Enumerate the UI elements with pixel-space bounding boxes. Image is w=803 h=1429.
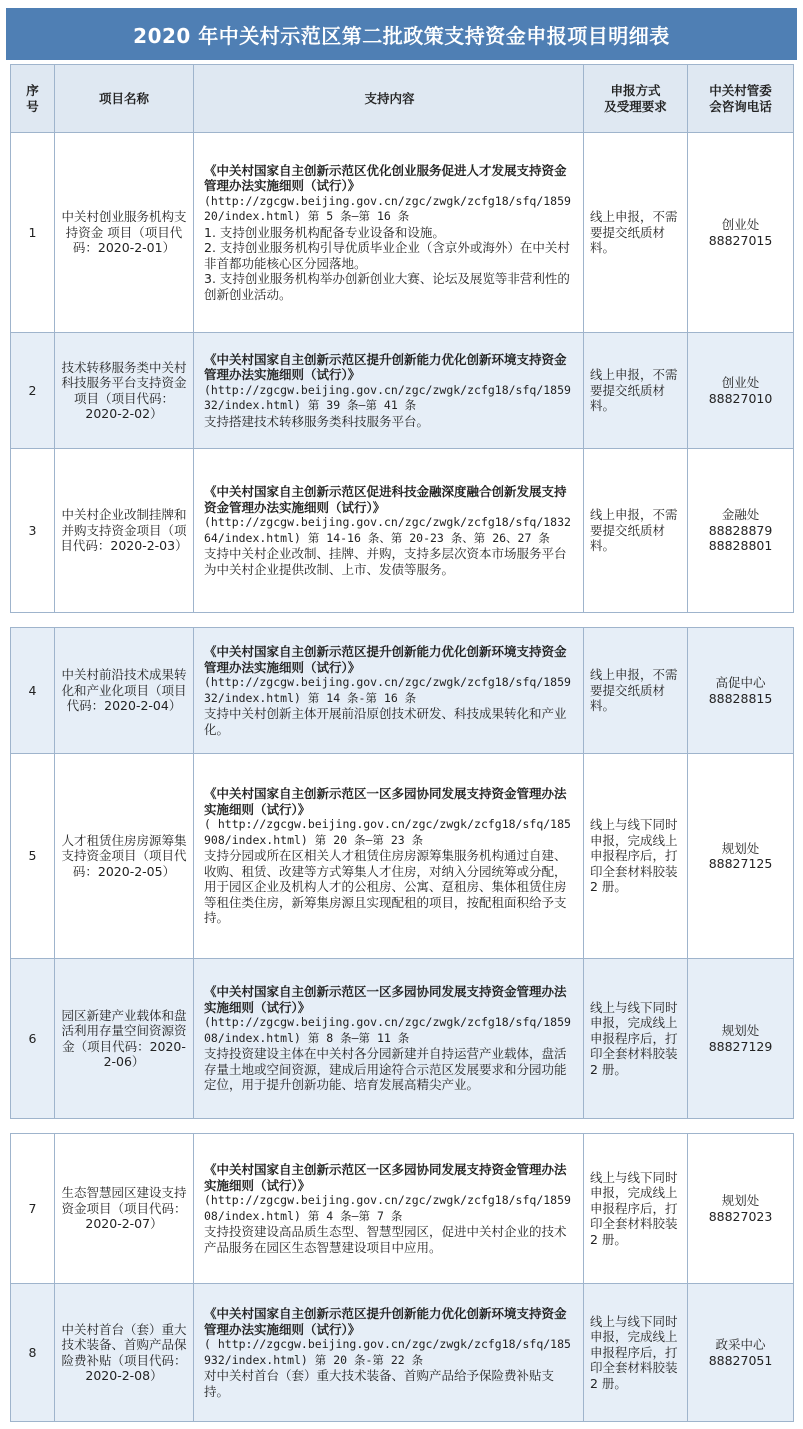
- support-content: [194, 1284, 584, 1422]
- policy-link[interactable]: ( http://zgcgw.beijing.gov.cn/zgc/zwgk/zcfg18/sfq/185908/index.html) 第 20 条—第 23 条: [204, 817, 571, 847]
- support-content: [194, 959, 584, 1119]
- header-no: 序 号: [11, 65, 55, 133]
- support-content: [194, 333, 584, 449]
- row-number: 7: [11, 1134, 55, 1284]
- department-name: 创业处: [721, 217, 760, 232]
- support-description: 1. 支持创业服务机构配备专业设备和设施。: [204, 224, 445, 240]
- policy-document-title: 《中关村国家自主创新示范区一区多园协同发展支持资金管理办法实施细则（试行）》: [204, 786, 567, 817]
- support-description: 支持中关村创新主体开展前沿原创技术研发、科技成果转化和产业化。: [204, 706, 567, 737]
- phone-number: 88827023: [708, 1208, 773, 1224]
- support-content: [194, 449, 584, 613]
- policy-link[interactable]: (http://zgcgw.beijing.gov.cn/zgc/zwgk/zcfg18/sfq/185920/index.html) 第 5 条—第 16 条: [204, 193, 571, 224]
- support-description: 支持投资建设主体在中关村各分园新建并自持运营产业载体，盘活存量土地或空间资源，建成后用途符合示范区发展要求和分园功能定位，用于提升创新功能、培育发展高精尖产业。: [204, 1046, 567, 1093]
- policy-document-title: 《中关村国家自主创新示范区提升创新能力优化创新环境支持资金管理办法实施细则（试行）》: [204, 1306, 567, 1337]
- phone-number: 88828879: [708, 522, 773, 538]
- contact-phone: [688, 754, 794, 959]
- policy-document-title: 《中关村国家自主创新示范区一区多园协同发展支持资金管理办法实施细则（试行）》: [204, 984, 567, 1015]
- table-title: 2020 年中关村示范区第二批政策支持资金申报项目明细表: [6, 8, 797, 60]
- application-method: 线上申报，不需要提交纸质材料。: [584, 449, 688, 613]
- policy-link[interactable]: ( http://zgcgw.beijing.gov.cn/zgc/zwgk/zcfg18/sfq/185932/index.html) 第 20 条-第 22 条: [204, 1337, 571, 1367]
- support-description: 2. 支持创业服务机构引导优质毕业企业（含京外或海外）在中关村非首都功能核心区分园落地。: [204, 240, 570, 271]
- policy-link[interactable]: (http://zgcgw.beijing.gov.cn/zgc/zwgk/zcfg18/sfq/185908/index.html) 第 4 条—第 7 条: [204, 1193, 571, 1223]
- department-name: 创业处: [721, 375, 760, 390]
- policy-table-part-3: [10, 1133, 794, 1422]
- phone-number: 88827129: [708, 1038, 773, 1054]
- project-name: 中关村前沿技术成果转化和产业化项目（项目代码：2020-2-04）: [55, 628, 194, 754]
- support-content: [194, 1134, 584, 1284]
- department-name: 规划处: [721, 840, 760, 856]
- project-name: 生态智慧园区建设支持资金项目（项目代码：2020-2-07）: [55, 1134, 194, 1284]
- header-row: [11, 65, 794, 133]
- project-name: 人才租赁住房房源筹集支持资金项目（项目代码：2020-2-05）: [55, 754, 194, 959]
- support-content: [194, 628, 584, 754]
- policy-link[interactable]: (http://zgcgw.beijing.gov.cn/zgc/zwgk/zcfg18/sfq/183264/index.html) 第 14-16 条、第 20-23 条、第 26、27 条: [204, 515, 571, 545]
- contact-phone: [688, 133, 794, 333]
- support-description: 支持中关村企业改制、挂牌、并购，支持多层次资本市场服务平台为中关村企业提供改制、上市、发债等服务。: [204, 546, 567, 577]
- department-name: 高促中心: [715, 675, 766, 690]
- application-method: 线上与线下同时申报，完成线上申报程序后，打印全套材料胶装 2 册。: [584, 1284, 688, 1422]
- support-description: 支持搭建技术转移服务类科技服务平台。: [204, 413, 430, 429]
- header-name: 项目名称: [55, 65, 194, 133]
- table-row: [11, 754, 794, 959]
- department-name: 规划处: [721, 1193, 760, 1208]
- phone-number: 88827051: [708, 1352, 773, 1368]
- support-description: 3. 支持创业服务机构举办创新创业大赛、论坛及展览等非营利性的创新创业活动。: [204, 271, 570, 302]
- table-row: [11, 1284, 794, 1422]
- policy-document-title: 《中关村国家自主创新示范区优化创业服务促进人才发展支持资金管理办法实施细则（试行）》: [204, 162, 567, 194]
- policy-document-title: 《中关村国家自主创新示范区提升创新能力优化创新环境支持资金管理办法实施细则（试行）》: [204, 351, 567, 383]
- row-number: 8: [11, 1284, 55, 1422]
- row-number: 2: [11, 333, 55, 449]
- table-row: [11, 133, 794, 333]
- policy-table-part-2: [10, 627, 794, 1119]
- contact-phone: [688, 628, 794, 754]
- table-row: [11, 449, 794, 613]
- contact-phone: [688, 449, 794, 613]
- row-number: 6: [11, 959, 55, 1119]
- header-method: 申报方式 及受理要求: [584, 65, 688, 133]
- contact-phone: [688, 333, 794, 449]
- department-name: 规划处: [721, 1023, 760, 1038]
- policy-document-title: 《中关村国家自主创新示范区提升创新能力优化创新环境支持资金管理办法实施细则（试行）》: [204, 644, 567, 675]
- header-content: 支持内容: [194, 65, 584, 133]
- row-number: 5: [11, 754, 55, 959]
- application-method: 线上申报，不需要提交纸质材料。: [584, 133, 688, 333]
- phone-number: 88827015: [708, 232, 773, 248]
- project-name: 中关村创业服务机构支持资金 项目（项目代码：2020-2-01）: [55, 133, 194, 333]
- application-method: 线上与线下同时申报，完成线上申报程序后，打印全套材料胶装 2 册。: [584, 754, 688, 959]
- application-method: 线上与线下同时申报，完成线上申报程序后，打印全套材料胶装 2 册。: [584, 959, 688, 1119]
- policy-link[interactable]: (http://zgcgw.beijing.gov.cn/zgc/zwgk/zcfg18/sfq/185932/index.html) 第 14 条-第 16 条: [204, 675, 571, 705]
- row-number: 4: [11, 628, 55, 754]
- table-row: [11, 959, 794, 1119]
- header-phone: 中关村管委 会咨询电话: [688, 65, 794, 133]
- project-name: 中关村首台（套）重大技术装备、首购产品保险费补贴（项目代码：2020-2-08）: [55, 1284, 194, 1422]
- department-name: 金融处: [721, 507, 760, 523]
- table-row: [11, 628, 794, 754]
- contact-phone: [688, 1134, 794, 1284]
- row-number: 1: [11, 133, 55, 333]
- support-description: 支持分园或所在区相关人才租赁住房房源筹集服务机构通过自建、收购、租赁、改建等方式筹集人才住房，对纳入分园统筹或分配，用于园区企业及机构人才的公租房、公寓、趸租房、集体租赁住房等租住类住房，新筹集房源且实现配租的项目，按配租面积给予支持。: [204, 848, 567, 926]
- phone-number: 88828801: [708, 538, 773, 554]
- contact-phone: [688, 1284, 794, 1422]
- application-method: 线上与线下同时申报，完成线上申报程序后，打印全套材料胶装 2 册。: [584, 1134, 688, 1284]
- policy-link[interactable]: (http://zgcgw.beijing.gov.cn/zgc/zwgk/zcfg18/sfq/185932/index.html) 第 39 条—第 41 条: [204, 382, 571, 413]
- row-number: 3: [11, 449, 55, 613]
- project-name: 园区新建产业载体和盘活利用存量空间资源资金（项目代码：2020-2-06）: [55, 959, 194, 1119]
- application-method: 线上申报，不需要提交纸质材料。: [584, 333, 688, 449]
- support-content: [194, 754, 584, 959]
- support-content: [194, 133, 584, 333]
- phone-number: 88827010: [708, 390, 773, 406]
- policy-document-title: 《中关村国家自主创新示范区促进科技金融深度融合创新发展支持资金管理办法实施细则（试行）》: [204, 484, 567, 515]
- project-name: 中关村企业改制挂牌和并购支持资金项目（项目代码：2020-2-03）: [55, 449, 194, 613]
- policy-link[interactable]: (http://zgcgw.beijing.gov.cn/zgc/zwgk/zcfg18/sfq/185908/index.html) 第 8 条—第 11 条: [204, 1015, 571, 1045]
- policy-document-title: 《中关村国家自主创新示范区一区多园协同发展支持资金管理办法实施细则（试行）》: [204, 1162, 567, 1193]
- department-name: 政采中心: [715, 1337, 766, 1352]
- project-name: 技术转移服务类中关村科技服务平台支持资金项目（项目代码：2020-2-02）: [55, 333, 194, 449]
- phone-number: 88828815: [708, 690, 773, 706]
- table-row: [11, 333, 794, 449]
- policy-table-part-1: [10, 64, 794, 613]
- application-method: 线上申报，不需要提交纸质材料。: [584, 628, 688, 754]
- table-row: [11, 1134, 794, 1284]
- support-description: 支持投资建设高品质生态型、智慧型园区，促进中关村企业的技术产品服务在园区生态智慧建设项目中应用。: [204, 1224, 567, 1255]
- contact-phone: [688, 959, 794, 1119]
- support-description: 对中关村首台（套）重大技术装备、首购产品给予保险费补贴支持。: [204, 1368, 555, 1399]
- phone-number: 88827125: [708, 856, 773, 871]
